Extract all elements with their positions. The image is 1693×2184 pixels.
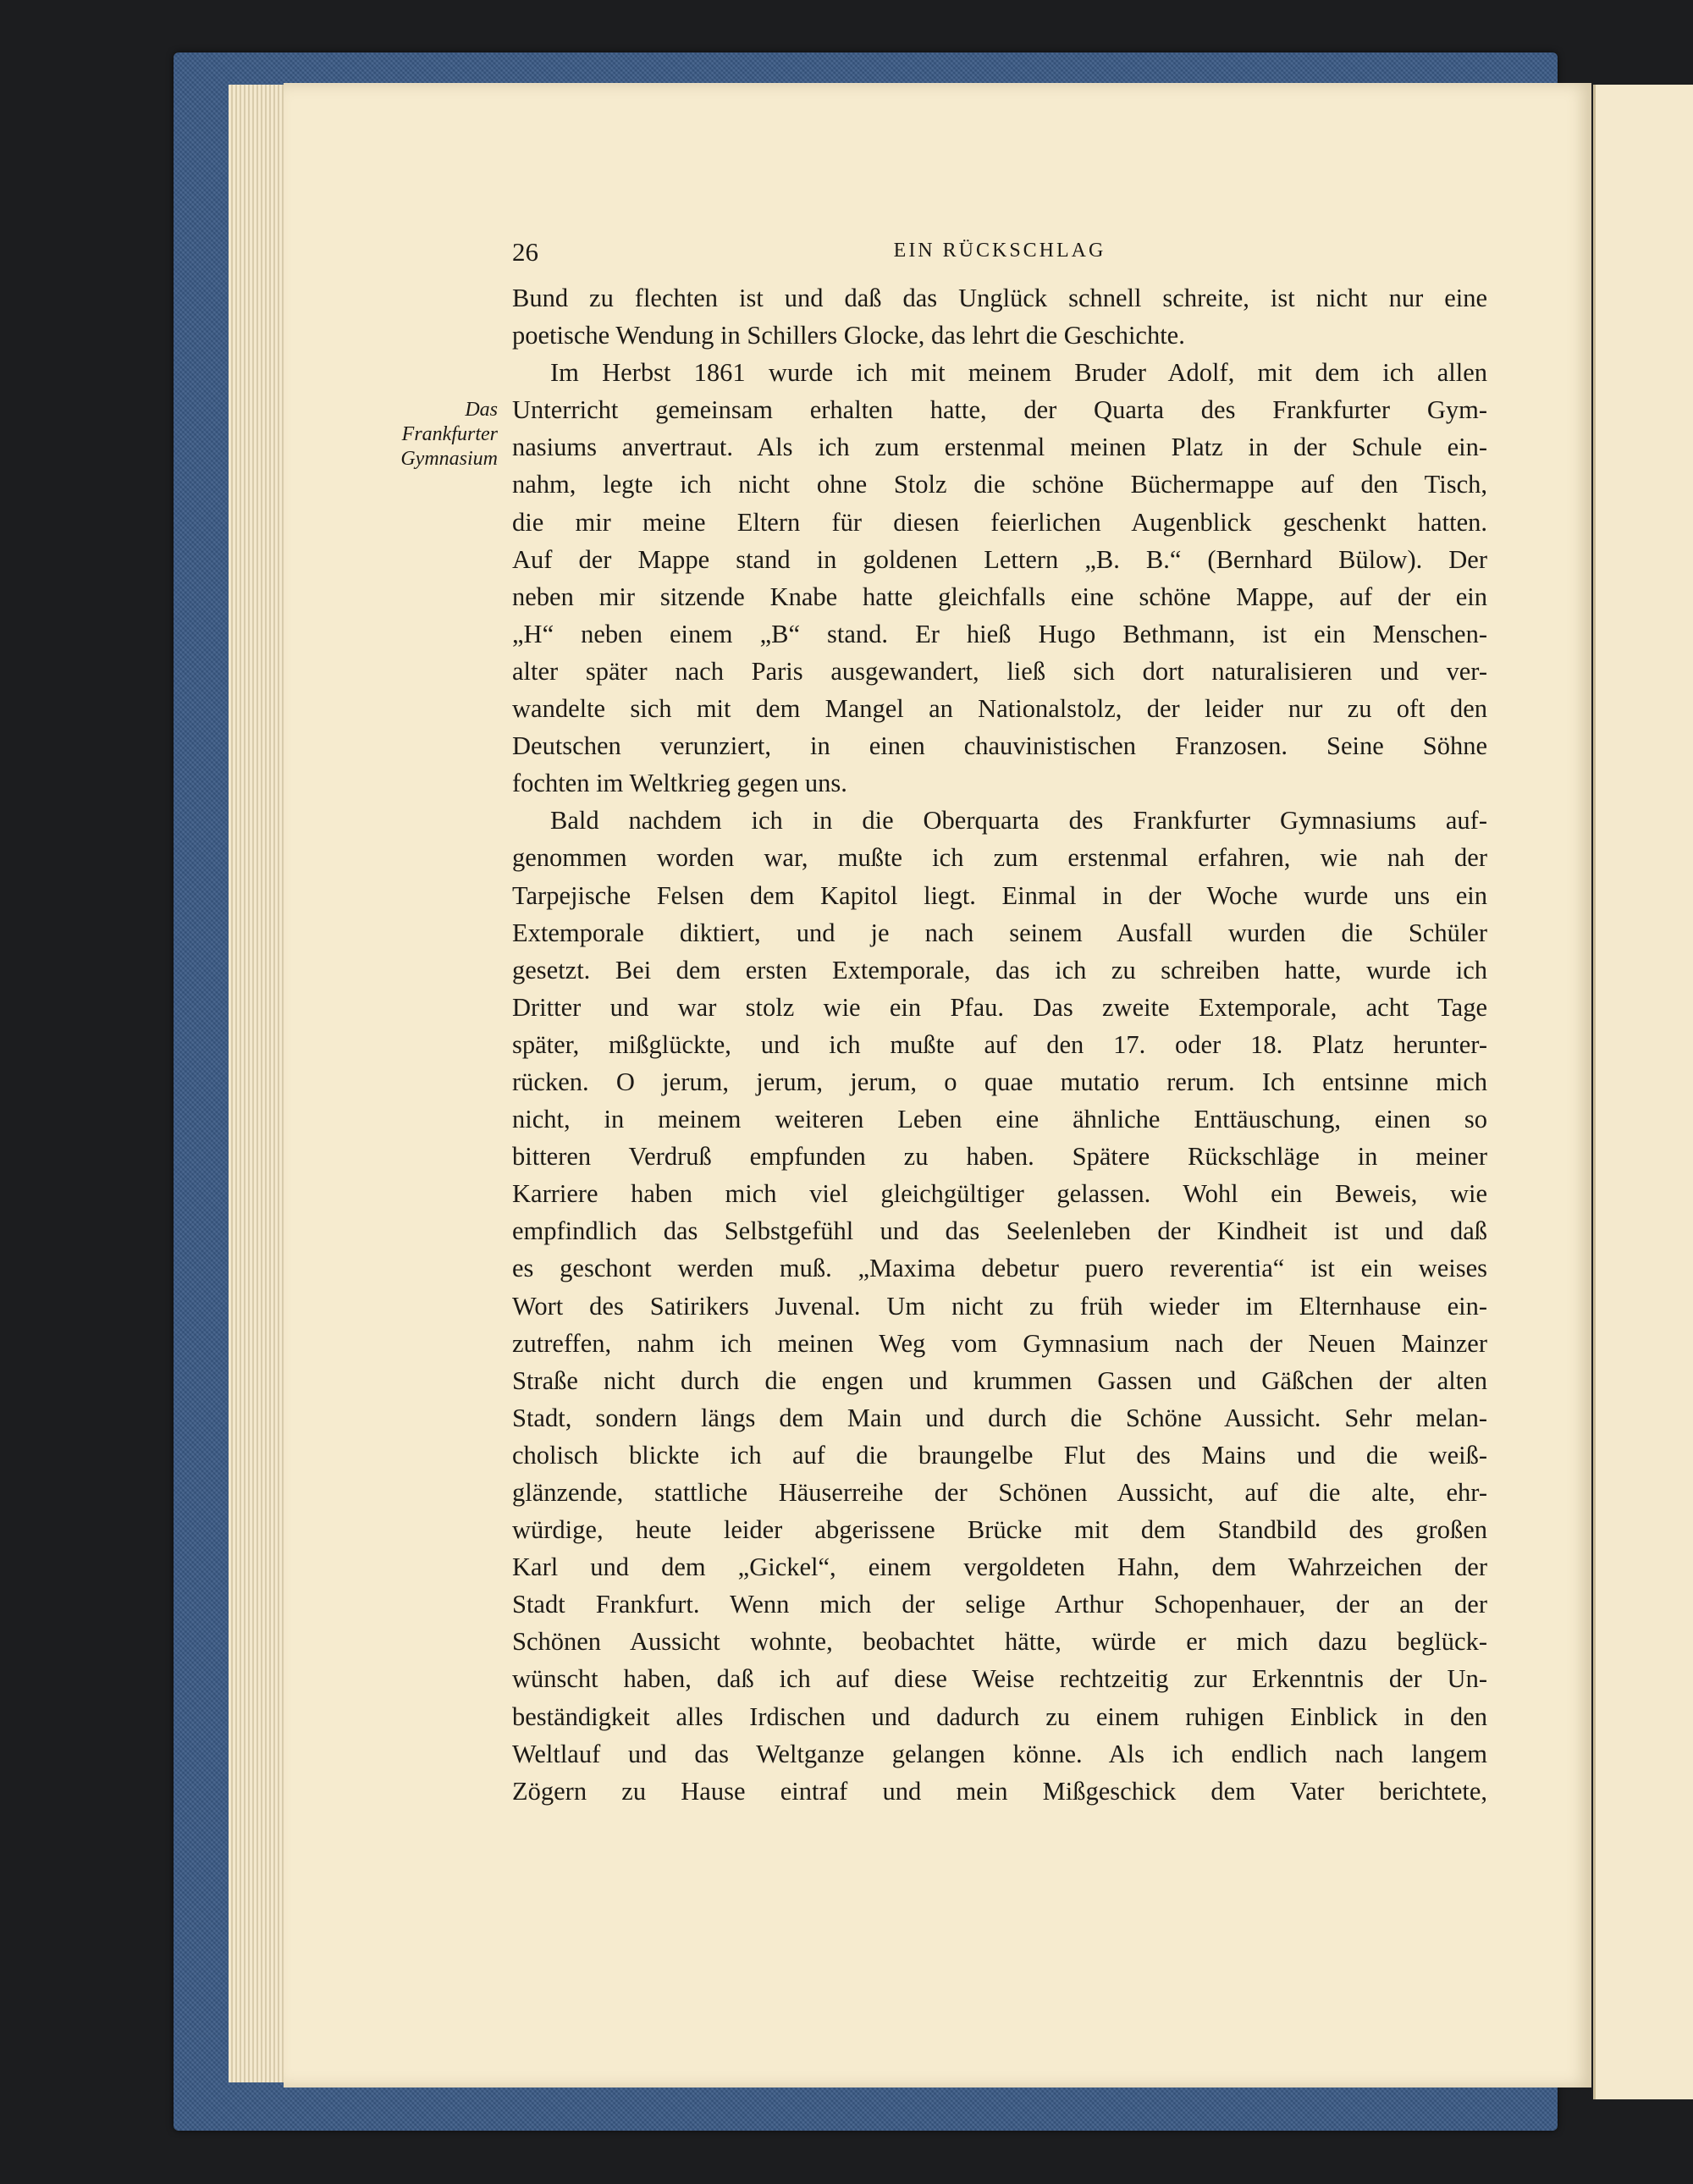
text-line: alter später nach Paris ausgewandert, ließ sich dort naturalisieren und ver- bbox=[512, 656, 1487, 686]
text-line: Extemporale diktiert, und je nach seinem Ausfall wurden die Schüler bbox=[512, 918, 1487, 947]
text-line: Karl und dem „Gickel“, einem vergoldeten Hahn, dem Wahrzeichen der bbox=[512, 1553, 1487, 1582]
body-text bbox=[512, 279, 1487, 1810]
margin-note bbox=[322, 398, 498, 472]
text-line: würdige, heute leider abgerissene Brücke mit dem Standbild des großen bbox=[512, 1515, 1487, 1545]
text-line: wandelte sich mit dem Mangel an Nationalstolz, der leider nur zu oft den bbox=[512, 694, 1487, 724]
text-line: Weltlauf und das Weltganze gelangen könne. Als ich endlich nach langem bbox=[512, 1739, 1487, 1768]
text-line: empfindlich das Selbstgefühl und das Seelenleben der Kindheit ist und daß bbox=[512, 1216, 1487, 1246]
text-line: Straße nicht durch die engen und krummen Gassen und Gäßchen der alten bbox=[512, 1365, 1487, 1395]
text-line: neben mir sitzende Knabe hatte gleichfalls eine schöne Mappe, auf der ein bbox=[512, 582, 1487, 611]
text-line: die mir meine Eltern für diesen feierlichen Augenblick geschenkt hatten. bbox=[512, 507, 1487, 537]
page-number: 26 bbox=[512, 237, 538, 267]
text-line: fochten im Weltkrieg gegen uns. bbox=[512, 769, 847, 798]
text-line: nicht, in meinem weiteren Leben eine ähnliche Enttäuschung, einen so bbox=[512, 1105, 1487, 1134]
text-line: später, mißglückte, und ich mußte auf den 17. oder 18. Platz herunter- bbox=[512, 1029, 1487, 1059]
text-line: bitteren Verdruß empfunden zu haben. Spätere Rückschläge in meiner bbox=[512, 1142, 1487, 1172]
text-line: genommen worden war, mußte ich zum erstenmal erfahren, wie nah der bbox=[512, 843, 1487, 873]
text-line: beständigkeit alles Irdischen und dadurch zu einem ruhigen Einblick in den bbox=[512, 1701, 1487, 1731]
text-line: Wort des Satirikers Juvenal. Um nicht zu früh wieder im Elternhause ein- bbox=[512, 1291, 1487, 1321]
page-header bbox=[512, 237, 1487, 271]
text-line: Karriere haben mich viel gleichgültiger gelassen. Wohl ein Beweis, wie bbox=[512, 1179, 1487, 1209]
margin-note-line: Frankfurter bbox=[401, 423, 498, 445]
text-line: zutreffen, nahm ich meinen Weg vom Gymnasium nach der Neuen Mainzer bbox=[512, 1328, 1487, 1358]
text-line: Stadt Frankfurt. Wenn mich der selige Arthur Schopenhauer, der an der bbox=[512, 1590, 1487, 1619]
text-line: Tarpejische Felsen dem Kapitol liegt. Einmal in der Woche wurde uns ein bbox=[512, 880, 1487, 910]
text-line: Bald nachdem ich in die Oberquarta des Frankfurter Gymnasiums auf- bbox=[550, 806, 1487, 836]
text-line: nasiums anvertraut. Als ich zum erstenmal meinen Platz in der Schule ein- bbox=[512, 433, 1487, 462]
facing-page-edge bbox=[1593, 85, 1693, 2099]
text-line: Zögern zu Hause eintraf und mein Mißgeschick dem Vater berichtete, bbox=[512, 1776, 1487, 1806]
text-line: Unterricht gemeinsam erhalten hatte, der Quarta des Frankfurter Gym- bbox=[512, 395, 1487, 425]
margin-note-line: Gymnasium bbox=[400, 448, 498, 470]
text-line: Deutschen verunziert, in einen chauvinistischen Franzosen. Seine Söhne bbox=[512, 731, 1487, 761]
text-line: poetische Wendung in Schillers Glocke, das lehrt die Geschichte. bbox=[512, 321, 1185, 350]
text-line: Stadt, sondern längs dem Main und durch die Schöne Aussicht. Sehr melan- bbox=[512, 1403, 1487, 1432]
text-line: Im Herbst 1861 wurde ich mit meinem Bruder Adolf, mit dem ich allen bbox=[550, 358, 1487, 388]
text-line: Dritter und war stolz wie ein Pfau. Das zweite Extemporale, acht Tage bbox=[512, 992, 1487, 1022]
text-line: Bund zu flechten ist und daß das Unglück schnell schreite, ist nicht nur eine bbox=[512, 284, 1487, 312]
margin-note-line: Das bbox=[465, 399, 498, 421]
text-line: cholisch blickte ich auf die braungelbe Flut des Mains und die weiß- bbox=[512, 1440, 1487, 1470]
text-line: wünscht haben, daß ich auf diese Weise rechtzeitig zur Erkenntnis der Un- bbox=[512, 1664, 1487, 1694]
text-line: glänzende, stattliche Häuserreihe der Schönen Aussicht, auf die alte, ehr- bbox=[512, 1478, 1487, 1507]
text-line: Auf der Mappe stand in goldenen Lettern „B. B.“ (Bernhard Bülow). Der bbox=[512, 544, 1487, 574]
text-line: rücken. O jerum, jerum, jerum, o quae mutatio rerum. Ich entsinne mich bbox=[512, 1067, 1487, 1096]
text-line: nahm, legte ich nicht ohne Stolz die schöne Büchermappe auf den Tisch, bbox=[512, 470, 1487, 499]
text-line: es geschont werden muß. „Maxima debetur puero reverentia“ ist ein weises bbox=[512, 1254, 1487, 1283]
text-line: gesetzt. Bei dem ersten Extemporale, das ich zu schreiben hatte, wurde ich bbox=[512, 955, 1487, 984]
text-line: Schönen Aussicht wohnte, beobachtet hätte, würde er mich dazu beglück- bbox=[512, 1627, 1487, 1657]
running-head: EIN RÜCKSCHLAG bbox=[893, 240, 1106, 262]
page-edges bbox=[229, 85, 288, 2082]
text-line: „H“ neben einem „B“ stand. Er hieß Hugo Bethmann, ist ein Menschen- bbox=[512, 619, 1487, 648]
